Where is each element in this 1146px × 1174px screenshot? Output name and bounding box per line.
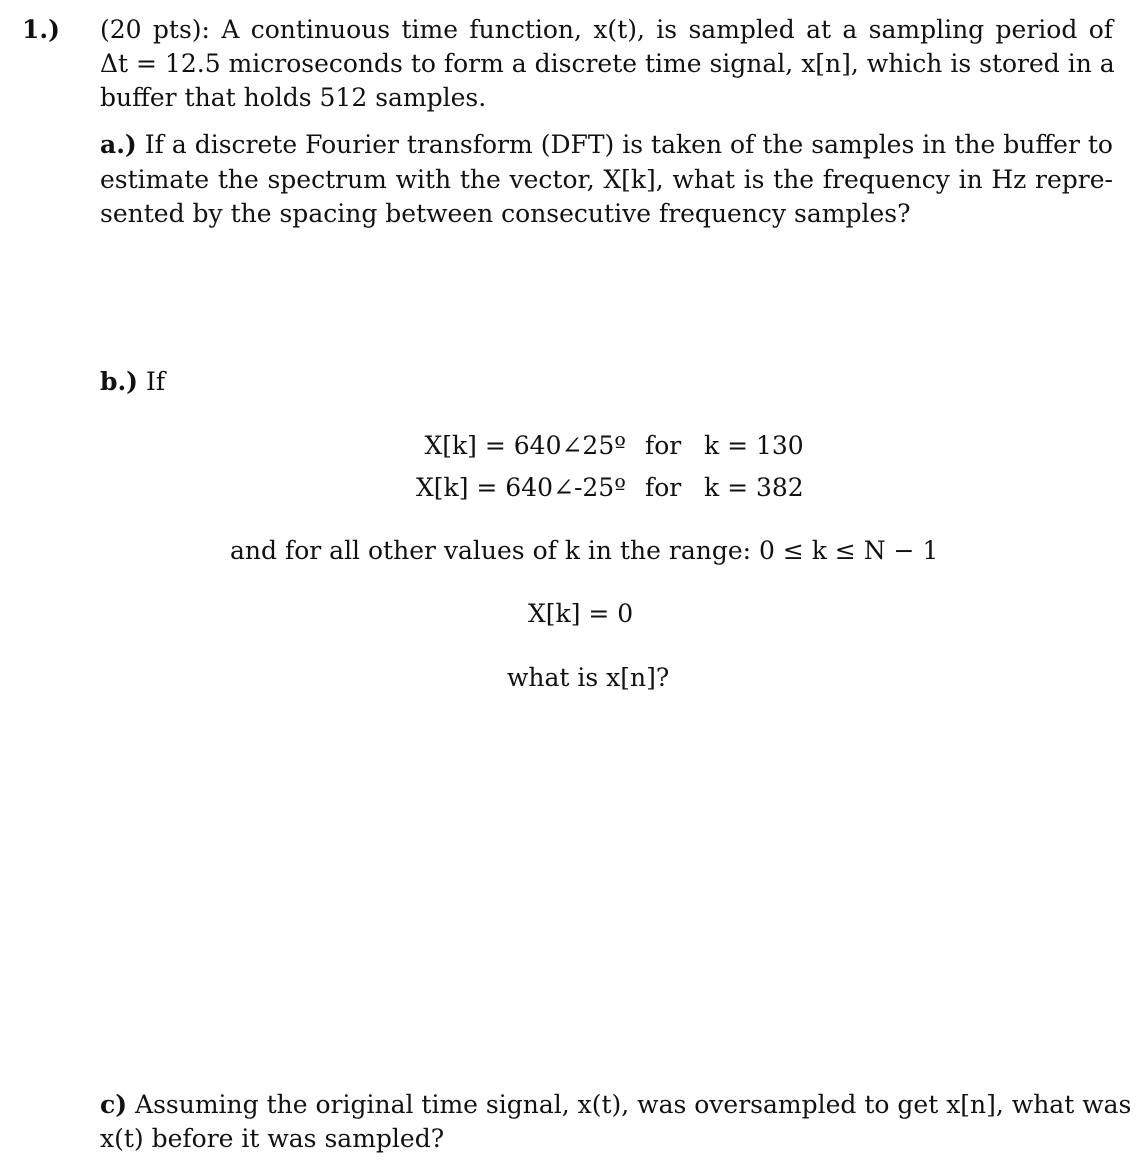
part-c-line-2: x(t) before it was sampled? (100, 1124, 445, 1153)
equation-1-for: for (645, 431, 682, 460)
part-b-label: b.) (100, 367, 139, 396)
equation-2-lhs: X[k] = 640∠-25º (416, 473, 626, 502)
problem-number: 1.) (22, 15, 60, 44)
part-a-line-2: estimate the spectrum with the vector, X[k], what is the frequency in Hz repre- (100, 165, 1113, 194)
problem-intro-line-2: Δt = 12.5 microseconds to form a discrete time signal, x[n], which is stored in a (100, 49, 1115, 78)
equation-2-for: for (645, 473, 682, 502)
part-a-text-1: If a discrete Fourier transform (DFT) is taken of the samples in the buffer to (144, 130, 1113, 159)
part-b-question: what is x[n]? (507, 663, 670, 692)
equation-1-lhs: X[k] = 640∠25º (424, 431, 626, 460)
condition-text: and for all other values of k in the range: 0 ≤ k ≤ N − 1 (230, 536, 939, 565)
part-c-text-1: Assuming the original time signal, x(t), was oversampled to get x[n], what was (135, 1090, 1132, 1119)
part-c-label: c) (100, 1090, 128, 1119)
equation-1-k: k = 130 (704, 431, 804, 460)
part-b-heading (100, 364, 165, 399)
part-b-if: If (145, 367, 166, 396)
part-c-line-1 (100, 1087, 1132, 1122)
part-a-line-1 (100, 127, 1113, 162)
equation-2-k: k = 382 (704, 473, 804, 502)
problem-intro-line-3: buffer that holds 512 samples. (100, 83, 487, 112)
problem-intro-line-1: (20 pts): A continuous time function, x(t), is sampled at a sampling period of (100, 15, 1113, 44)
part-a-label: a.) (100, 130, 137, 159)
part-a-line-3: sented by the spacing between consecutive frequency samples? (100, 199, 911, 228)
zero-equation: X[k] = 0 (528, 599, 634, 628)
